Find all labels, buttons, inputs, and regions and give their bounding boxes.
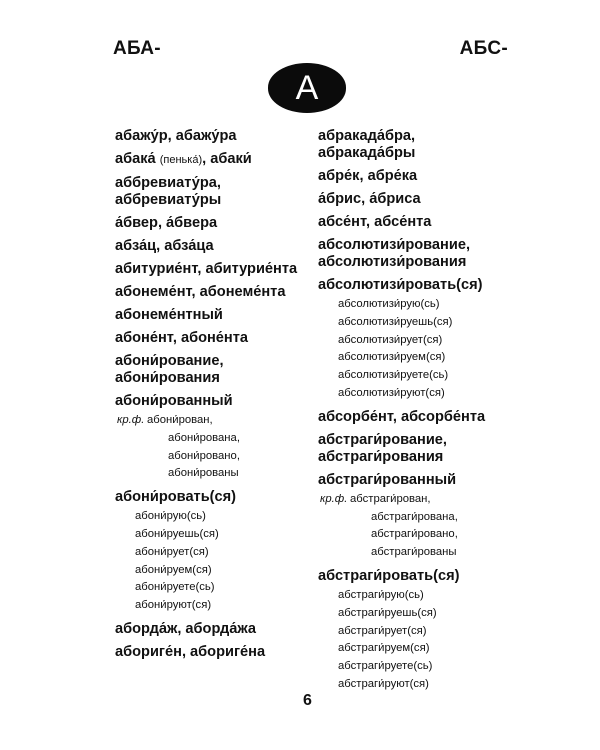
entry-headword	[318, 128, 528, 145]
headword-continuation: абракада́бры	[318, 145, 416, 161]
headword-text: абони́ровать(ся)	[115, 489, 237, 506]
headword-text: абстраги́рование,	[318, 431, 447, 448]
headword-text: абони́рованный	[115, 393, 233, 409]
entry-headword	[318, 472, 528, 489]
headword-text: абонеме́нт, абонеме́нта	[115, 284, 286, 300]
headword-text: абстраги́рованный	[318, 471, 457, 488]
headword-text: абони́рование,	[115, 353, 224, 369]
page-number: 6	[303, 692, 312, 709]
dictionary-entry	[318, 168, 528, 185]
conjugation-form: абсолютизи́руем(ся)	[338, 351, 446, 364]
headword-text: абитурие́нт, абитурие́нта	[115, 261, 298, 277]
entry-headword	[318, 277, 528, 294]
dictionary-entry	[318, 568, 528, 694]
dictionary-entry	[318, 237, 528, 271]
conjugation-form: абони́рует(ся)	[135, 545, 209, 558]
short-form: абони́рованы	[168, 467, 239, 480]
headword-text: абракада́бра,	[318, 128, 416, 144]
short-forms	[318, 491, 528, 562]
headword-text: абстраги́ровать(ся)	[318, 567, 460, 584]
conjugation-form: абони́руешь(ся)	[135, 527, 219, 540]
conjugation-form: абстраги́руем(ся)	[338, 642, 430, 655]
headword-text: абсорбе́нт, абсорбе́нта	[318, 408, 486, 425]
conjugation-form: абони́рую(сь)	[135, 510, 206, 523]
conjugation-form: абсолютизи́руешь(ся)	[338, 315, 453, 328]
headword-text: абонеме́нтный	[115, 307, 223, 323]
conjugation-form: абстраги́рует(ся)	[338, 624, 427, 637]
headword-text: абака́	[115, 151, 156, 167]
short-form-line	[318, 491, 528, 509]
short-form: абони́рован,	[147, 414, 213, 426]
short-form-label: кр.ф.	[320, 492, 348, 505]
conjugation-forms	[318, 587, 528, 694]
headword-text: абза́ц, абза́ца	[115, 238, 214, 254]
dictionary-entry	[318, 277, 528, 403]
headword-continuation: абсолютизи́рования	[318, 254, 467, 270]
entry-headword	[318, 237, 528, 254]
conjugation-form: абстраги́руете(сь)	[338, 660, 433, 673]
headword-tail: , абаки́	[202, 151, 252, 167]
entry-headword	[318, 214, 528, 231]
headword-text: абсе́нт, абсе́нта	[318, 214, 432, 230]
conjugation-form: абстраги́руют(ся)	[338, 677, 429, 690]
headword-text: аборда́ж, аборда́жа	[115, 620, 257, 637]
short-form: абстраги́рованы	[371, 546, 457, 559]
headword-text: абоне́нт, абоне́нта	[115, 330, 249, 346]
conjugation-form: абони́руете(сь)	[135, 581, 215, 594]
dictionary-entry	[318, 472, 528, 562]
headword-continuation: абстраги́рования	[318, 448, 444, 465]
headword-text: абсолютизи́рование,	[318, 237, 471, 253]
entry-headword	[318, 409, 528, 426]
section-letter-badge: А	[268, 63, 346, 113]
short-form: абстраги́ровано,	[371, 528, 458, 541]
conjugation-form: абони́руют(ся)	[135, 599, 212, 612]
entry-headword	[318, 191, 528, 208]
conjugation-form: абсолютизи́руете(сь)	[338, 369, 449, 382]
conjugation-form: абсолютизи́рую(сь)	[338, 298, 440, 310]
headword-text: абре́к, абре́ка	[318, 168, 418, 184]
headword-note: (пенька́)	[159, 154, 203, 166]
entry-headword	[318, 432, 528, 449]
headword-text: абсолютизи́ровать(ся)	[318, 277, 483, 293]
short-form: абстраги́рован,	[350, 492, 431, 505]
headword-text: а́брис, а́бриса	[318, 191, 421, 207]
dictionary-entry	[318, 128, 528, 162]
headword-continuation: аббревиату́ры	[115, 192, 222, 208]
headword-text: абажу́р, абажу́ра	[115, 128, 237, 144]
short-form-label: кр.ф.	[117, 414, 145, 426]
running-header-left: АБА-	[113, 38, 161, 59]
short-form: абстраги́рована,	[371, 510, 458, 523]
right-column	[318, 128, 528, 700]
short-form: абони́рована,	[168, 431, 240, 444]
dictionary-entry	[318, 191, 528, 208]
entry-headword	[318, 568, 528, 585]
dictionary-entry	[318, 409, 528, 426]
conjugation-form: абстраги́руешь(ся)	[338, 606, 437, 619]
conjugation-forms	[318, 296, 528, 403]
conjugation-form: абсолютизи́рует(ся)	[338, 333, 443, 346]
dictionary-entry	[318, 214, 528, 231]
running-header-right: АБС-	[459, 38, 508, 59]
conjugation-form: абстраги́рую(сь)	[338, 588, 424, 601]
headword-text: а́бвер, а́бвера	[115, 215, 218, 231]
headword-text: абориге́н, абориге́на	[115, 643, 266, 660]
conjugation-form: абсолютизи́руют(ся)	[338, 386, 445, 399]
headword-text: аббревиату́ра,	[115, 175, 221, 191]
headword-continuation: абони́рования	[115, 370, 220, 386]
conjugation-form: абони́руем(ся)	[135, 563, 212, 576]
short-form: абони́ровано,	[168, 449, 240, 462]
dictionary-entry	[318, 432, 528, 466]
entry-headword	[318, 168, 528, 185]
